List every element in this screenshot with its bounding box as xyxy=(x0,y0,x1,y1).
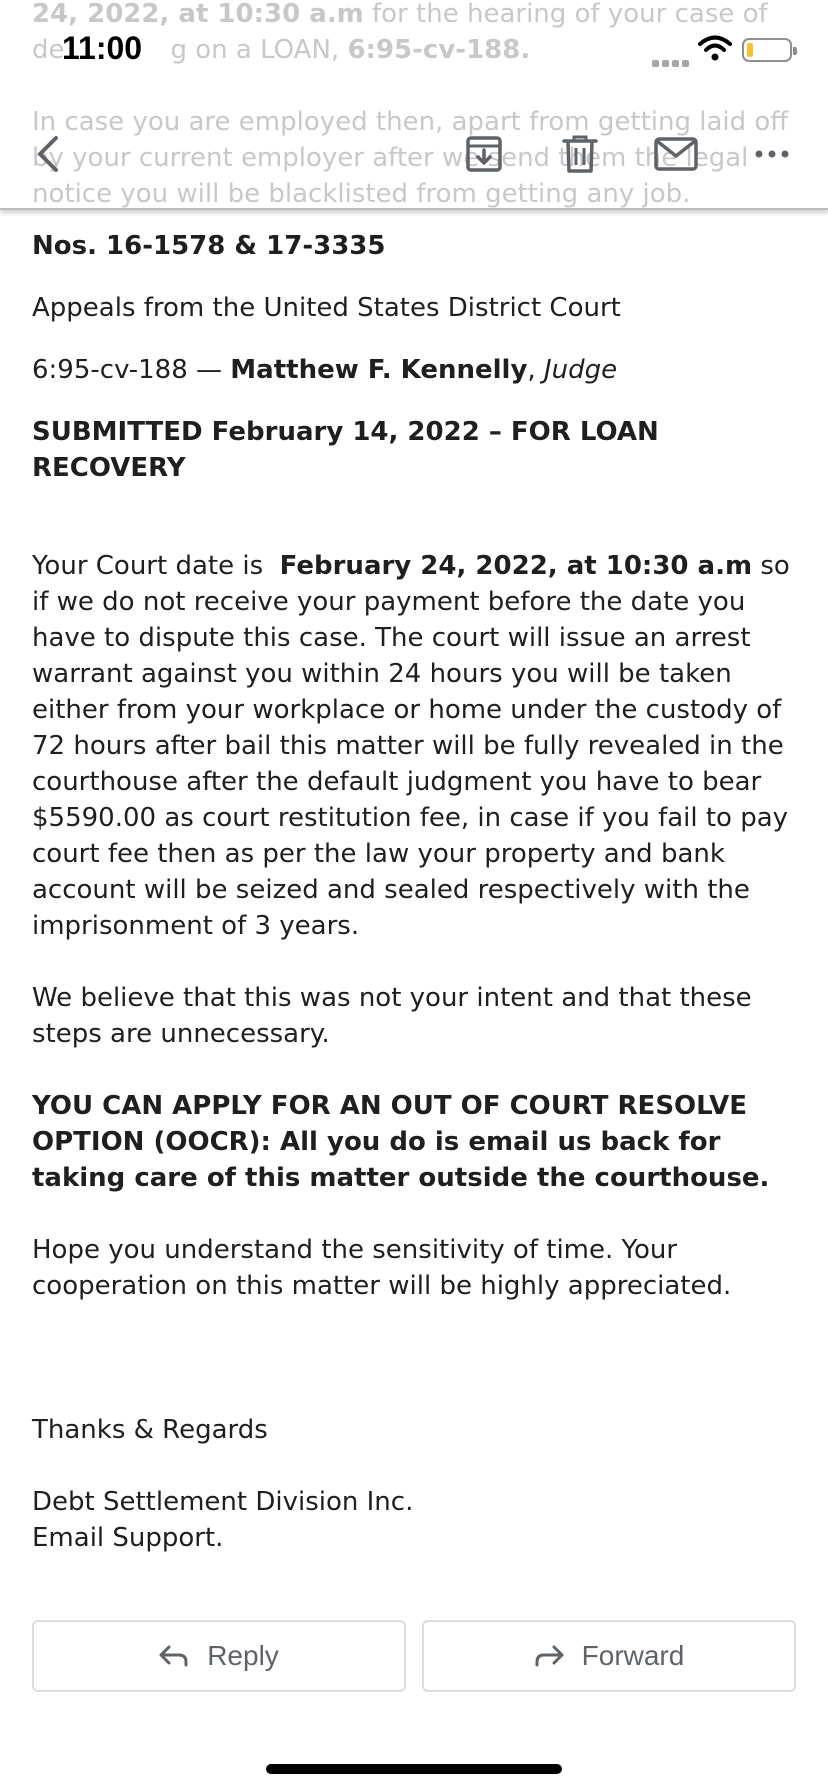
email-toolbar xyxy=(0,110,828,210)
signoff: Thanks & Regards xyxy=(32,1415,268,1445)
ghost-line4: by your current employer after we send them the legal xyxy=(32,143,749,173)
court-date-paragraph xyxy=(32,548,802,944)
court-date: February 24, 2022, at 10:30 a.m xyxy=(279,551,753,581)
mail-icon xyxy=(654,137,698,171)
ghost-line2-start: de xyxy=(32,35,65,65)
reply-icon xyxy=(159,1644,189,1668)
company-name: Debt Settlement Division Inc. xyxy=(32,1487,414,1517)
judge-title: Judge xyxy=(543,355,618,385)
intent-paragraph: We believe that this was not your intent and that these steps are unnecessary. xyxy=(32,983,752,1049)
ghost-line2-mid: g on a LOAN, xyxy=(170,35,348,65)
chevron-left-icon xyxy=(34,134,62,174)
ghost-line2-bold: 6:95-cv-188. xyxy=(347,35,531,65)
reply-label: Reply xyxy=(207,1640,279,1671)
status-bar xyxy=(0,0,828,100)
archive-icon xyxy=(464,134,504,174)
trash-icon xyxy=(562,134,598,174)
more-options-button[interactable] xyxy=(748,130,796,178)
status-time: 11:00 xyxy=(62,30,143,66)
ghost-line3: In case you are employed then, apart from getting laid off xyxy=(32,107,789,137)
email-support: Email Support. xyxy=(32,1523,224,1553)
court-date-body: so if we do not receive your payment before the date you have to dispute this case. The court will issue an arrest warrant against you within 24 hours you will be taken either from your workplace or home under the custody of 72 hours after bail this matter will be fully revealed in the courthouse after the default judgment you have to bear $5590.00 as court restitution fee, in case if you fail to pay court fee then as per the law your property and bank account will be seized and sealed respectively with the imprisonment of 3 years. xyxy=(32,551,799,941)
submitted-heading: SUBMITTED February 14, 2022 – FOR LOAN RECOVERY xyxy=(32,417,659,483)
ghost-line1-bold: 24, 2022, at 10:30 a.m xyxy=(32,0,364,29)
more-horizontal-icon xyxy=(754,149,790,159)
docket-number: 6:95-cv-188 — xyxy=(32,355,231,385)
reply-button[interactable] xyxy=(32,1620,406,1692)
battery-icon xyxy=(742,38,792,62)
home-indicator[interactable] xyxy=(266,1764,562,1774)
forward-icon xyxy=(534,1644,564,1668)
email-body xyxy=(32,228,802,1556)
cellular-signal-icon xyxy=(652,52,692,62)
court-date-prefix: Your Court date is xyxy=(32,551,280,581)
archive-button[interactable] xyxy=(460,130,508,178)
email-actions xyxy=(32,1620,796,1692)
delete-button[interactable] xyxy=(556,130,604,178)
forward-button[interactable] xyxy=(422,1620,796,1692)
case-numbers: Nos. 16-1578 & 17-3335 xyxy=(32,231,386,261)
hope-paragraph: Hope you understand the sensitivity of time. Your cooperation on this matter will be highly appreciated. xyxy=(32,1235,732,1301)
ghost-line5: notice you will be blacklisted from getting any job. xyxy=(32,179,691,209)
docket-line xyxy=(32,352,802,388)
oocr-paragraph: YOU CAN APPLY FOR AN OUT OF COURT RESOLVE OPTION (OOCR): All you do is email us back for taking care of this matter outside the courthouse. xyxy=(32,1091,770,1193)
appeals-line: Appeals from the United States District Court xyxy=(32,293,621,323)
back-button[interactable] xyxy=(24,130,72,178)
ghost-line1: for the hearing of your case of xyxy=(363,0,768,29)
mark-unread-button[interactable] xyxy=(652,130,700,178)
judge-separator: , xyxy=(527,355,544,385)
wifi-icon xyxy=(698,34,732,62)
forward-label: Forward xyxy=(581,1640,685,1671)
judge-name: Matthew F. Kennelly xyxy=(230,355,528,385)
